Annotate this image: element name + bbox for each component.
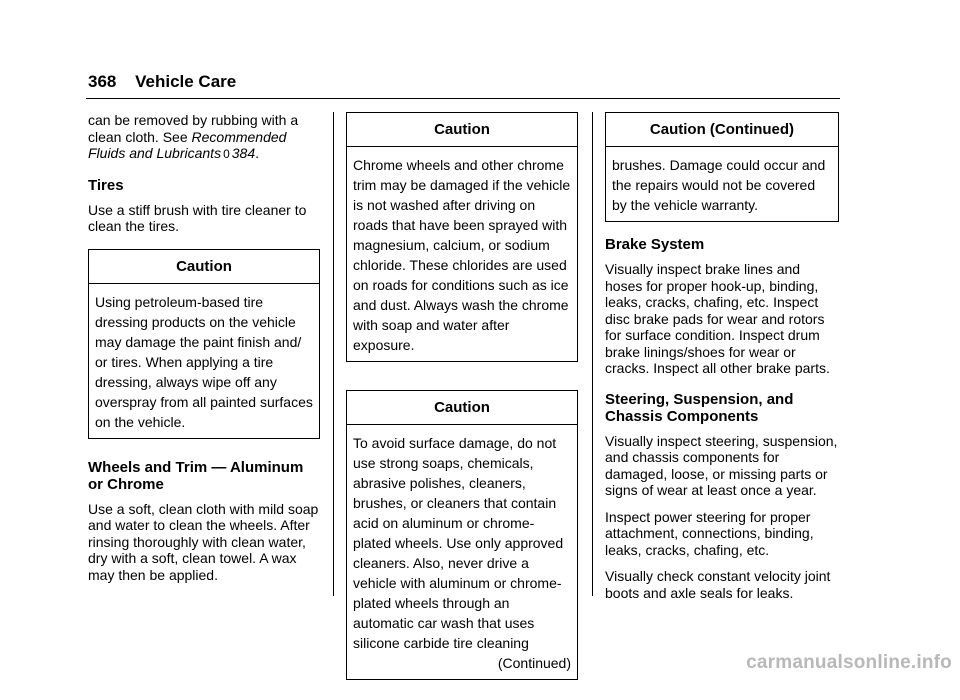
caution-title: Caution	[89, 250, 319, 284]
tires-heading: Tires	[88, 176, 124, 194]
column-divider-1	[333, 112, 334, 596]
steering-paragraph-2: Inspect power steering for proper attachment, connections, binding, leaks, cracks, chafing, etc.	[605, 508, 814, 558]
cross-reference-page[interactable]: 384	[231, 145, 256, 161]
steering-heading: Steering, Suspension, and Chassis Components	[605, 390, 794, 425]
tires-caution-box	[88, 249, 320, 439]
steering-paragraph-1: Visually inspect steering, suspension, and chassis components for damaged, loose, or missing parts or signs of wear at least once a year.	[605, 432, 838, 498]
cross-reference-link[interactable]: Recommended Fluids and Lubricants	[88, 128, 287, 161]
caution-text: Chrome wheels and other chrome trim may be damaged if the vehicle is not washed after driving on roads that have been sprayed with magnesium, calcium, or sodium chloride. These chlorides are used on roads for conditions such as ice and dust. Always wash the chrome with soap and water after exposure.	[353, 157, 571, 353]
steering-paragraph-3: Visually check constant velocity joint boots and axle seals for leaks.	[605, 568, 831, 601]
continued-caution-box	[605, 112, 839, 222]
brake-paragraph: Visually inspect brake lines and hoses for proper hook-up, binding, leaks, cracks, chafing, etc. Inspect disc brake pads for wear and rotors for surface condition. Inspect drum brake linings/shoes for wear or cracks. Inspect all other brake parts.	[605, 261, 830, 376]
column-2	[346, 112, 578, 700]
tires-paragraph: Use a stiff brush with tire cleaner to clean the tires.	[88, 201, 307, 234]
intro-paragraph: can be removed by rubbing with a clean cloth. See Recommended Fluids and Lubricants 0 384.	[88, 112, 299, 161]
column-divider-2	[592, 112, 593, 596]
surface-damage-caution-box	[346, 390, 578, 680]
header-rule	[86, 98, 840, 99]
column-3	[605, 112, 839, 611]
section-title: Vehicle Care	[135, 72, 237, 91]
page-number: 368	[88, 72, 117, 91]
caution-text: To avoid surface damage, do not use strong soaps, chemicals, abrasive polishes, cleaners, brushes, or cleaners that contain acid on aluminum or chrome-plated wheels. Use only approved cleaners. Also, never drive a vehicle with aluminum or chrome-plated wheels through an automatic car wash that uses silicone carbide tire cleaning (Continued)	[353, 435, 571, 671]
caution-text: brushes. Damage could occur and the repairs would not be covered by the vehicle warranty.	[612, 157, 826, 213]
watermark: carmanualsonline.info	[746, 652, 952, 673]
caution-title: Caution	[347, 391, 577, 425]
caution-title: Caution (Continued)	[606, 113, 838, 147]
brake-heading: Brake System	[605, 236, 705, 253]
continued-label: (Continued)	[497, 655, 571, 671]
page-ref-icon: 0	[223, 147, 230, 161]
page-header	[88, 72, 236, 92]
caution-text: Using petroleum-based tire dressing products on the vehicle may damage the paint finish and/ or tires. When applying a tire dressing, always wipe off any overspray from all painted surfaces on the vehicle.	[95, 293, 313, 430]
chrome-caution-box	[346, 112, 578, 362]
wheels-heading: Wheels and Trim — Aluminum or Chrome	[88, 458, 304, 493]
caution-title: Caution	[347, 113, 577, 147]
column-1	[88, 112, 320, 593]
wheels-paragraph: Use a soft, clean cloth with mild soap and water to clean the wheels. After rinsing thoroughly with clean water, dry with a soft, clean towel. A wax may then be applied.	[88, 500, 319, 583]
